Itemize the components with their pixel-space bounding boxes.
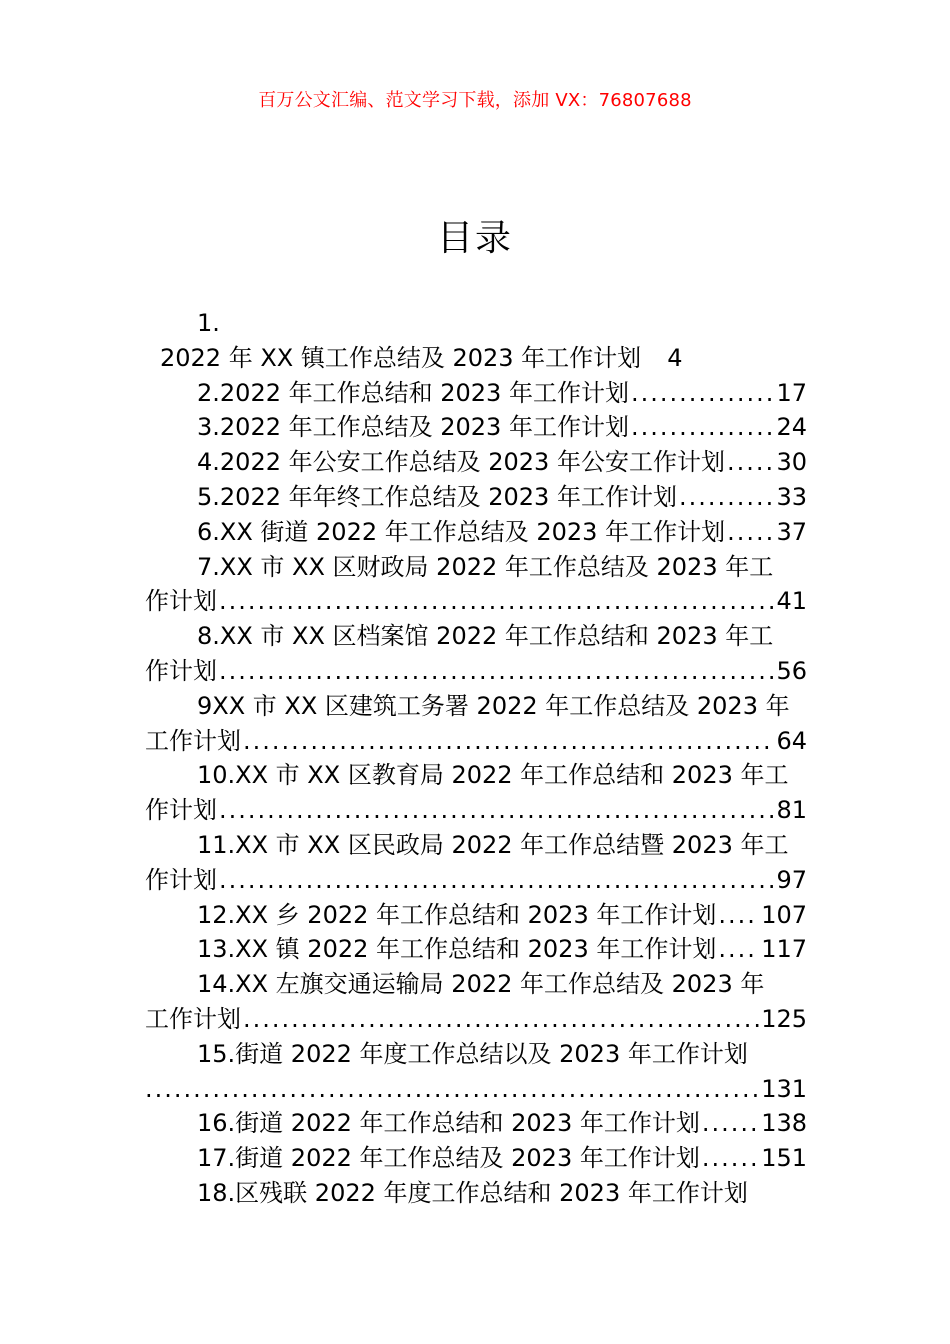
toc-entry-page: 131	[761, 1074, 807, 1103]
dot-leader	[702, 1106, 759, 1141]
toc-entry-page: 138	[761, 1109, 807, 1138]
toc-entry-page: 117	[761, 935, 807, 964]
toc-entry-page: 41	[776, 587, 807, 616]
dot-leader	[718, 898, 759, 933]
toc-entry-3[interactable]	[145, 410, 807, 445]
toc-entry-text: 5.2022 年年终工作总结及 2023 年工作计划	[197, 482, 677, 511]
toc-entry-text: 18.区残联 2022 年度工作总结和 2023 年工作计划	[197, 1178, 748, 1207]
dot-leader	[219, 584, 774, 619]
toc-entry-page: 33	[776, 482, 807, 511]
toc-entry-page: 125	[761, 1004, 807, 1033]
toc-entry-6[interactable]	[145, 515, 807, 550]
toc-entry-text: 7.XX 市 XX 区财政局 2022 年工作总结及 2023 年工	[197, 552, 774, 581]
dot-leader	[243, 1002, 759, 1037]
toc-entry-16[interactable]	[145, 1106, 807, 1141]
toc-entry-15-cont[interactable]	[145, 1072, 807, 1107]
toc-entry-5[interactable]	[145, 480, 807, 515]
toc-entry-text-cont: 作计划	[145, 587, 217, 616]
toc-entry-page: 97	[776, 865, 807, 894]
dot-leader	[679, 480, 775, 515]
toc-entry-text: 3.2022 年工作总结及 2023 年工作计划	[197, 413, 629, 442]
toc-entry-text: 10.XX 市 XX 区教育局 2022 年工作总结和 2023 年工	[197, 761, 789, 790]
toc-entry-1[interactable]	[145, 341, 807, 376]
toc-entry-text: 2022 年 XX 镇工作总结及 2023 年工作计划	[160, 343, 642, 372]
toc-entry-text-cont: 工作计划	[145, 726, 241, 755]
toc-entry-10-cont[interactable]	[145, 793, 807, 828]
toc-entry-14[interactable]	[145, 967, 807, 1002]
toc-entry-page: 17	[776, 378, 807, 407]
toc-entry-page: 4	[667, 343, 683, 372]
toc-entry-text: 6.XX 街道 2022 年工作总结及 2023 年工作计划	[197, 517, 726, 546]
toc-entry-text: 2.2022 年工作总结和 2023 年工作计划	[197, 378, 629, 407]
toc-entry-7[interactable]	[145, 550, 807, 585]
table-of-contents	[145, 306, 807, 1211]
toc-entry-text: 8.XX 市 XX 区档案馆 2022 年工作总结和 2023 年工	[197, 622, 774, 651]
dot-leader	[718, 932, 759, 967]
toc-entry-page: 151	[761, 1144, 807, 1173]
toc-entry-18[interactable]	[145, 1176, 807, 1211]
toc-entry-11-cont[interactable]	[145, 863, 807, 898]
toc-entry-7-cont[interactable]	[145, 584, 807, 619]
toc-entry-2[interactable]	[145, 376, 807, 411]
toc-entry-8[interactable]	[145, 619, 807, 654]
toc-entry-12[interactable]	[145, 898, 807, 933]
toc-entry-text-cont: 作计划	[145, 796, 217, 825]
toc-entry-15[interactable]	[145, 1037, 807, 1072]
toc-title: 目录	[436, 218, 513, 259]
toc-entry-page: 30	[776, 448, 807, 477]
toc-entry-4[interactable]	[145, 445, 807, 480]
dot-leader	[219, 654, 774, 689]
toc-entry-page: 24	[776, 413, 807, 442]
toc-entry-text-cont: 作计划	[145, 656, 217, 685]
dot-leader	[145, 1072, 759, 1107]
toc-entry-text-cont: 工作计划	[145, 1004, 241, 1033]
dot-leader	[219, 793, 774, 828]
header-banner: 百万公文汇编、范文学习下载，添加 VX：76807688	[258, 90, 692, 111]
toc-entry-page: 64	[776, 726, 807, 755]
dot-leader	[631, 410, 775, 445]
toc-entry-9[interactable]	[145, 689, 807, 724]
toc-entry-10[interactable]	[145, 758, 807, 793]
toc-entry-text: 13.XX 镇 2022 年工作总结和 2023 年工作计划	[197, 935, 717, 964]
dot-leader	[727, 515, 774, 550]
toc-entry-13[interactable]	[145, 932, 807, 967]
toc-entry-text-cont: 作计划	[145, 865, 217, 894]
toc-entry-page: 107	[761, 900, 807, 929]
toc-entry-9-cont[interactable]	[145, 724, 807, 759]
toc-entry-page: 37	[776, 517, 807, 546]
toc-entry-text: 17.街道 2022 年工作总结及 2023 年工作计划	[197, 1144, 700, 1173]
toc-entry-11[interactable]	[145, 828, 807, 863]
toc-entry-text: 4.2022 年公安工作总结及 2023 年公安工作计划	[197, 448, 725, 477]
toc-entry-text: 14.XX 左旗交通运输局 2022 年工作总结及 2023 年	[197, 970, 765, 999]
toc-entry-text: 12.XX 乡 2022 年工作总结和 2023 年工作计划	[197, 900, 717, 929]
toc-entry-text: 16.街道 2022 年工作总结和 2023 年工作计划	[197, 1109, 700, 1138]
toc-entry-page: 56	[776, 656, 807, 685]
toc-entry-8-cont[interactable]	[145, 654, 807, 689]
dot-leader	[727, 445, 775, 480]
dot-leader	[219, 863, 774, 898]
toc-entry-text: 9XX 市 XX 区建筑工务署 2022 年工作总结及 2023 年	[197, 691, 790, 720]
toc-entry-text: 11.XX 市 XX 区民政局 2022 年工作总结暨 2023 年工	[197, 830, 789, 859]
toc-entry-page: 81	[776, 796, 807, 825]
toc-entry-14-cont[interactable]	[145, 1002, 807, 1037]
toc-entry-17[interactable]	[145, 1141, 807, 1176]
toc-entry-text: 15.街道 2022 年度工作总结以及 2023 年工作计划	[197, 1039, 748, 1068]
dot-leader	[702, 1141, 759, 1176]
dot-leader	[243, 724, 774, 759]
toc-entry-1-number[interactable]: 1.	[197, 309, 220, 337]
dot-leader	[631, 376, 775, 411]
